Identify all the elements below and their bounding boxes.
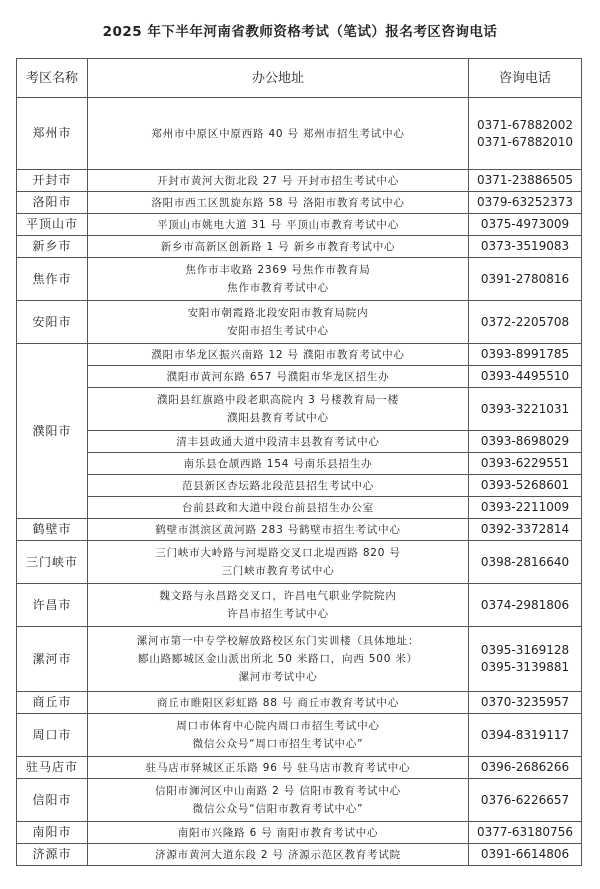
address-cell — [88, 541, 469, 584]
address-line: 三门峡市教育考试中心 — [221, 565, 335, 577]
phone-number: 0391-2780816 — [480, 271, 570, 286]
phone-number: 0377-63180756 — [477, 825, 573, 839]
table-row — [17, 236, 582, 258]
table-row — [17, 301, 582, 344]
address-line: 安阳市朝霞路北段安阳市教育局院内 — [187, 307, 369, 319]
table-row — [17, 214, 582, 236]
phone-number: 0393-2211009 — [480, 500, 570, 514]
phone-cell — [469, 192, 582, 214]
phone-number: 0373-3519083 — [480, 239, 570, 253]
city-cell: 开封市 — [17, 170, 88, 192]
address-cell — [88, 236, 469, 258]
address-line: 濮阳市黄河东路 657 号濮阳市华龙区招生办 — [166, 370, 390, 383]
table-row — [17, 692, 582, 714]
header-row — [17, 59, 582, 98]
phone-number: 0393-8991785 — [480, 347, 570, 361]
address-cell — [88, 453, 469, 475]
phone-cell — [469, 431, 582, 453]
phone-cell — [469, 366, 582, 388]
phone-cell — [469, 844, 582, 866]
address-cell — [88, 388, 469, 431]
phone-cell — [469, 541, 582, 584]
address-cell — [88, 714, 469, 757]
address-line: 清丰县政通大道中段清丰县教育考试中心 — [176, 435, 380, 448]
phone-cell — [469, 519, 582, 541]
table-row — [17, 98, 582, 170]
address-cell — [88, 584, 469, 627]
table-body — [17, 98, 582, 866]
address-line: 郑州市中原区中原西路 40 号 郑州市招生考试中心 — [151, 127, 405, 140]
city-cell: 平顶山市 — [17, 214, 88, 236]
city-cell: 商丘市 — [17, 692, 88, 714]
phone-cell — [469, 692, 582, 714]
address-line: 焦作市丰收路 2369 号焦作市教育局 — [185, 264, 371, 276]
header-city: 考区名称 — [17, 59, 88, 98]
phone-number: 0393-6229551 — [480, 456, 570, 470]
address-line: 焦作市教育考试中心 — [227, 282, 329, 294]
address-line: 濮阳市华龙区振兴南路 12 号 濮阳市教育考试中心 — [151, 348, 405, 361]
address-line: 南阳市兴隆路 6 号 南阳市教育考试中心 — [177, 826, 379, 839]
address-line: 许昌市招生考试中心 — [227, 608, 329, 620]
address-line: 平顶山市姚电大道 31 号 平顶山市教育考试中心 — [156, 218, 400, 231]
phone-number: 0398-2816640 — [480, 554, 570, 569]
phone-number: 0375-4973009 — [480, 217, 570, 231]
address-line: 濮阳县教育考试中心 — [227, 412, 329, 424]
city-cell: 郑州市 — [17, 98, 88, 170]
phone-cell — [469, 170, 582, 192]
address-cell — [88, 779, 469, 822]
phone-cell — [469, 714, 582, 757]
table-row — [17, 431, 582, 453]
phone-number: 0396-2686266 — [480, 760, 570, 774]
table-row — [17, 541, 582, 584]
address-line: 鹤壁市淇滨区黄河路 283 号鹤壁市招生考试中心 — [155, 523, 401, 536]
city-cell: 济源市 — [17, 844, 88, 866]
city-cell: 信阳市 — [17, 779, 88, 822]
address-cell — [88, 475, 469, 497]
address-line: 商丘市睢阳区彩虹路 88 号 商丘市教育考试中心 — [156, 696, 400, 709]
address-cell — [88, 258, 469, 301]
phone-cell — [469, 822, 582, 844]
phone-cell — [469, 475, 582, 497]
address-cell — [88, 757, 469, 779]
address-line: 南乐县仓颉西路 154 号南乐县招生办 — [183, 457, 373, 470]
address-line: 新乡市高新区创新路 1 号 新乡市教育考试中心 — [160, 240, 396, 253]
table-row — [17, 192, 582, 214]
city-cell: 三门峡市 — [17, 541, 88, 584]
address-line: 济源市黄河大道东段 2 号 济源示范区教育考试院 — [155, 848, 401, 861]
address-cell — [88, 344, 469, 366]
table-row — [17, 844, 582, 866]
phone-cell — [469, 497, 582, 519]
address-line: 三门峡市大岭路与河堤路交叉口北堤西路 820 号 — [155, 547, 401, 559]
phone-number: 0371-67882002 — [477, 117, 573, 132]
table-row — [17, 366, 582, 388]
address-line: 周口市体育中心院内周口市招生考试中心 — [176, 720, 380, 732]
address-line: 魏文路与永昌路交叉口，许昌电气职业学院院内 — [159, 590, 397, 602]
contact-table — [16, 58, 582, 866]
phone-cell — [469, 757, 582, 779]
phone-cell — [469, 388, 582, 431]
table-row — [17, 519, 582, 541]
city-cell: 濮阳市 — [17, 344, 88, 519]
table-row — [17, 475, 582, 497]
phone-number: 0371-23886505 — [477, 173, 573, 187]
address-cell — [88, 366, 469, 388]
address-cell — [88, 822, 469, 844]
address-line: 微信公众号“信阳市教育考试中心” — [192, 803, 364, 815]
address-line: 驻马店市驿城区正乐路 96 号 驻马店市教育考试中心 — [145, 761, 411, 774]
address-line: 濮阳县红旗路中段老职高院内 3 号楼教育局一楼 — [157, 394, 399, 406]
city-cell: 安阳市 — [17, 301, 88, 344]
address-cell — [88, 170, 469, 192]
phone-number: 0370-3235957 — [480, 695, 570, 709]
table-row — [17, 453, 582, 475]
address-line: 信阳市浉河区中山南路 2 号 信阳市教育考试中心 — [155, 785, 401, 797]
phone-cell — [469, 779, 582, 822]
address-line: 开封市黄河大街北段 27 号 开封市招生考试中心 — [156, 174, 400, 187]
city-cell: 周口市 — [17, 714, 88, 757]
table-row — [17, 388, 582, 431]
address-cell — [88, 431, 469, 453]
phone-number: 0395-3139881 — [480, 660, 570, 674]
address-cell — [88, 214, 469, 236]
table-row — [17, 627, 582, 692]
address-line: 范县新区杏坛路北段范县招生考试中心 — [181, 479, 375, 492]
table-row — [17, 170, 582, 192]
phone-cell — [469, 301, 582, 344]
phone-cell — [469, 344, 582, 366]
phone-number: 0376-6226657 — [480, 792, 570, 807]
phone-number: 0374-2981806 — [480, 597, 570, 612]
address-cell — [88, 497, 469, 519]
address-cell — [88, 301, 469, 344]
table-row — [17, 497, 582, 519]
header-address: 办公地址 — [88, 59, 469, 98]
address-line: 漯河市第一中专学校解放路校区东门实训楼（具体地址： — [136, 635, 420, 647]
header-phone: 咨询电话 — [469, 59, 582, 98]
city-cell: 焦作市 — [17, 258, 88, 301]
phone-cell — [469, 98, 582, 170]
table-row — [17, 714, 582, 757]
address-cell — [88, 692, 469, 714]
phone-cell — [469, 627, 582, 692]
city-cell: 南阳市 — [17, 822, 88, 844]
city-cell: 许昌市 — [17, 584, 88, 627]
phone-cell — [469, 584, 582, 627]
city-cell: 洛阳市 — [17, 192, 88, 214]
address-cell — [88, 98, 469, 170]
phone-number: 0371-67882010 — [477, 134, 573, 149]
address-cell — [88, 627, 469, 692]
table-row — [17, 757, 582, 779]
phone-cell — [469, 453, 582, 475]
city-cell: 驻马店市 — [17, 757, 88, 779]
address-cell — [88, 519, 469, 541]
phone-number: 0394-8319117 — [480, 727, 570, 742]
table-row — [17, 822, 582, 844]
table-row — [17, 344, 582, 366]
city-cell: 鹤壁市 — [17, 519, 88, 541]
phone-cell — [469, 214, 582, 236]
phone-number: 0393-3221031 — [480, 401, 570, 416]
table-row — [17, 258, 582, 301]
phone-number: 0392-3372814 — [480, 522, 570, 536]
city-cell: 新乡市 — [17, 236, 88, 258]
phone-number: 0393-4495510 — [480, 369, 570, 383]
phone-number: 0372-2205708 — [480, 314, 570, 329]
phone-cell — [469, 258, 582, 301]
address-line: 安阳市招生考试中心 — [227, 325, 329, 337]
city-cell: 漯河市 — [17, 627, 88, 692]
address-line: 微信公众号“周口市招生考试中心” — [192, 738, 364, 750]
address-line: 台前县政和大道中段台前县招生办公室 — [181, 501, 375, 514]
table-row — [17, 779, 582, 822]
phone-number: 0395-3169128 — [480, 643, 570, 657]
phone-number: 0393-8698029 — [480, 434, 570, 448]
phone-number: 0391-6614806 — [480, 847, 570, 861]
address-line: 郾山路郾城区金山派出所北 50 米路口，向西 500 米） — [138, 653, 418, 665]
address-cell — [88, 192, 469, 214]
address-cell — [88, 844, 469, 866]
table-row — [17, 584, 582, 627]
phone-cell — [469, 236, 582, 258]
phone-number: 0379-63252373 — [477, 195, 573, 209]
address-line: 洛阳市西工区凯旋东路 58 号 洛阳市教育考试中心 — [151, 196, 405, 209]
address-line: 漯河市考试中心 — [238, 671, 318, 683]
phone-number: 0393-5268601 — [480, 478, 570, 492]
page-title: 2025 年下半年河南省教师资格考试（笔试）报名考区咨询电话 — [102, 24, 498, 40]
